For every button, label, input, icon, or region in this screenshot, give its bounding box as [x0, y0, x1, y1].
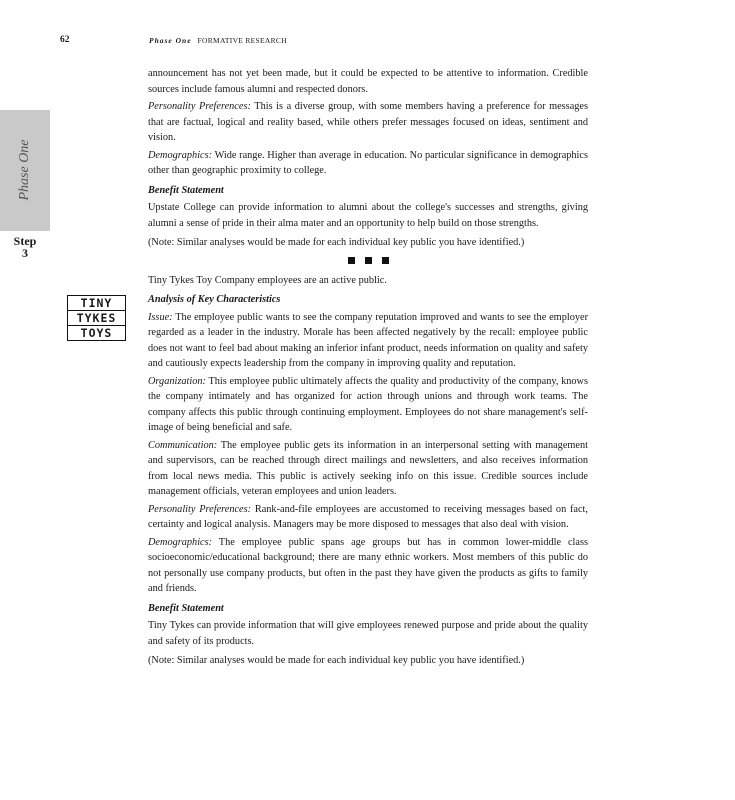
demographics-label: Demographics: — [148, 536, 213, 548]
section1-personality — [148, 99, 588, 146]
step-word: Step — [13, 234, 37, 248]
demographics-label: Demographics: — [148, 149, 213, 161]
demographics-text: Wide range. Higher than average in education. No particular significance in demographics other than geographic proximity to college. — [148, 149, 588, 176]
issue-text: The employee public wants to see the company reputation improved and wants to see the employer regarded as a leader in the industry. Morale has been affected negatively by the recall: employee public does not want to feel bad about making an inferior infant product, needs information on quality and safety and cautiously expects leadership from the company in improving quality and reputation. — [148, 311, 588, 369]
organization-label: Organization: — [148, 375, 206, 387]
running-head — [149, 36, 287, 45]
section1-benefit-text: Upstate College can provide information to alumni about the college's successes and strengths, giving alumni a sense of pride in their alma mater and an opportunity to help build on those strengths. — [148, 202, 588, 229]
divider-square — [365, 257, 372, 264]
personality-label: Personality Preferences: — [148, 503, 252, 515]
section1-intro: announcement has not yet been made, but it could be expected to be attentive to information. Credible sources include famous alumni and respected donors. — [148, 68, 588, 95]
personality-text: Rank-and-file employees are accustomed to receiving messages based on fact, certainty and logical analysis. Managers may be more disposed to messages that also deal with vision. — [148, 503, 588, 530]
step-label — [8, 235, 42, 259]
page-number: 62 — [60, 35, 70, 45]
side-tab — [0, 110, 50, 231]
section2-issue — [148, 310, 588, 372]
logo-line: TOYS — [80, 326, 113, 340]
section2-intro: Tiny Tykes Toy Company employees are an active public. — [148, 274, 387, 286]
organization-text: This employee public ultimately affects the quality and productivity of the company, knows the company intimately and has organized for action through unions and through work teams. The company affects this public through continuing employment. Employees do not share management's self-image of being beneficial and safe. — [148, 375, 588, 433]
section1-demographics — [148, 148, 588, 179]
section2-note: (Note: Similar analyses would be made for each individual key public you have identified.) — [148, 655, 525, 666]
section1-note: (Note: Similar analyses would be made for each individual key public you have identified.) — [148, 237, 525, 248]
personality-label: Personality Preferences: — [148, 101, 251, 112]
side-tab-label: Phase One — [17, 139, 32, 201]
logo-line: TINY — [68, 296, 125, 311]
section2-analysis-heading: Analysis of Key Characteristics — [148, 294, 281, 305]
issue-label: Issue: — [148, 311, 173, 323]
body-text — [148, 66, 588, 671]
section2-personality — [148, 502, 588, 533]
section2-communication — [148, 438, 588, 500]
divider-square — [382, 257, 389, 264]
section2-benefit-heading: Benefit Statement — [148, 602, 224, 614]
section2-demographics — [148, 535, 588, 597]
divider-square — [348, 257, 355, 264]
communication-text: The employee public gets its information in an interpersonal setting with management and supervisors, can be reached through direct mailings and newsletters, and also receives information from local news media. This public is actively seeking info on this issue. Credible sources include management officials, veteran employees and union leaders. — [148, 439, 588, 497]
running-head-phase: Phase One — [149, 36, 192, 45]
logo-line: TYKES — [68, 311, 125, 326]
demographics-text: The employee public spans age groups but has in common lower-middle class socioeconomic/educational background; there are many ethnic workers. Most members of this public do not personally use company products, but often in the past they have given the products as gifts to family and friends. — [148, 536, 588, 594]
tiny-tykes-logo — [67, 295, 126, 341]
section2-benefit-text: Tiny Tykes can provide information that will give employees renewed purpose and pride about the quality and safety of its products. — [148, 620, 588, 647]
step-number: 3 — [22, 246, 28, 260]
communication-label: Communication: — [148, 439, 218, 451]
section2-organization — [148, 374, 588, 436]
section1-benefit-heading: Benefit Statement — [148, 184, 224, 196]
section-divider — [148, 254, 588, 266]
running-head-section: FORMATIVE RESEARCH — [197, 36, 287, 45]
personality-text: This is a diverse group, with some members having a preference for messages that are factual, logical and reality based, while others prefer messages focused on ideas, sentiment and vision. — [148, 101, 588, 143]
